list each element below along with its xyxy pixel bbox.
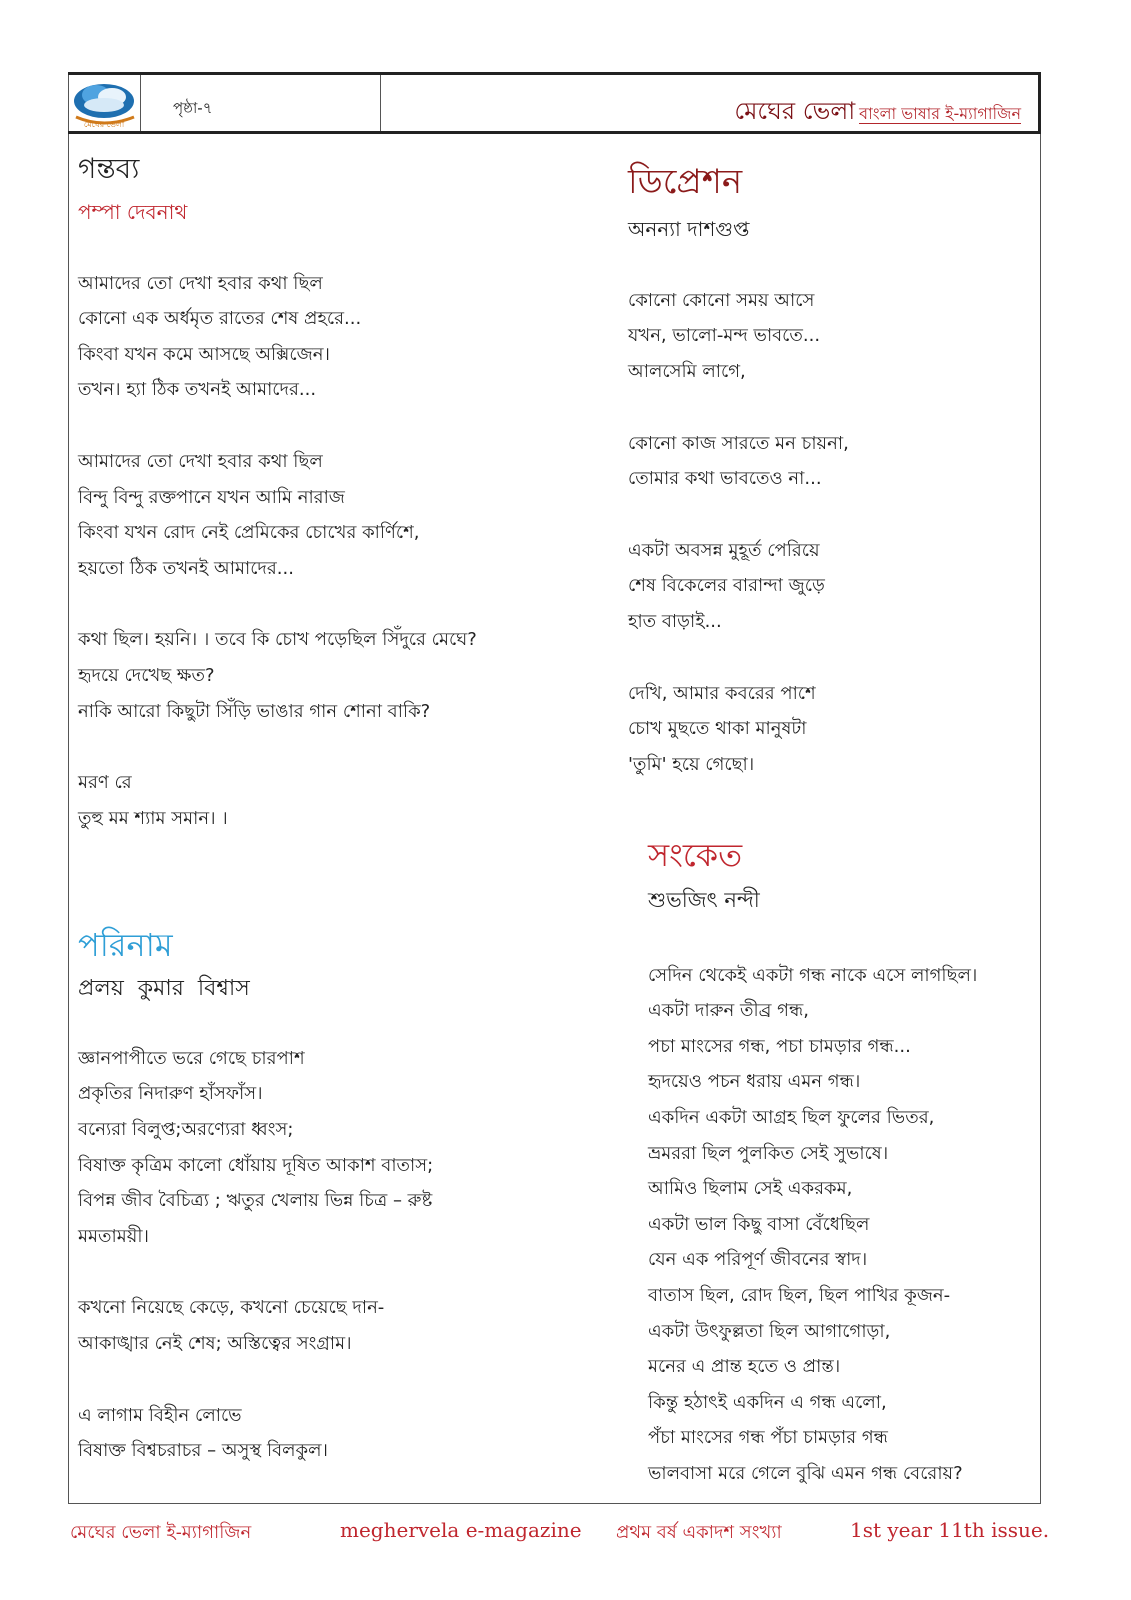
poem-line: বিষাক্ত বিশ্বচরাচর – অসুস্থ বিলকুল। bbox=[78, 1440, 328, 1462]
magazine-subtitle: বাংলা ভাষার ই-ম্যাগাজিন bbox=[859, 104, 1021, 123]
poem-line: কোনো কোনো সময় আসে bbox=[628, 289, 815, 311]
poem-line: ভালবাসা মরে গেলে বুঝি এমন গন্ধ বেরোয়? bbox=[648, 1462, 963, 1484]
poem-author: অনন্যা দাশগুপ্ত bbox=[628, 216, 750, 241]
stanza-gap bbox=[78, 1362, 568, 1398]
poem-line: বাতাস ছিল, রোদ ছিল, ছিল পাখির কূজন- bbox=[648, 1284, 951, 1306]
poem-line: কোনো কাজ সারতে মন চায়না, bbox=[628, 432, 849, 454]
poem-line: বন্যেরা বিলুপ্ত;অরণ্যেরা ধ্বংস; bbox=[78, 1118, 294, 1140]
poem-line: নাকি আরো কিছুটা সিঁড়ি ভাঙার গান শোনা বাকি? bbox=[78, 700, 431, 722]
poem-line: তোমার কথা ভাবতেও না... bbox=[628, 468, 822, 490]
stanza-gap bbox=[78, 586, 568, 622]
stanza-gap bbox=[78, 1254, 568, 1290]
stanza-gap bbox=[628, 390, 1048, 426]
poem-author: শুভজিৎ নন্দী bbox=[648, 888, 760, 913]
poem-body bbox=[78, 266, 568, 837]
poem-line: তখন। হ্যা ঠিক তখনই আমাদের... bbox=[78, 379, 317, 401]
poem-line: একটা অবসন্ন মুহূর্ত পেরিয়ে bbox=[628, 539, 820, 561]
poem-author: প্রলয় কুমার বিশ্বাস bbox=[78, 976, 250, 1002]
magazine-logo bbox=[68, 75, 141, 131]
poem-songket bbox=[648, 836, 1068, 1491]
poem-depression bbox=[628, 162, 1048, 782]
poem-line: একটা দারুন তীব্র গন্ধ, bbox=[648, 1000, 809, 1022]
poem-gontobyo bbox=[78, 152, 568, 836]
poem-line: হয়তো ঠিক তখনই আমাদের... bbox=[78, 557, 294, 579]
poem-line: হাত বাড়াই... bbox=[628, 610, 722, 632]
stanza-gap bbox=[78, 729, 568, 765]
poem-line: যেন এক পরিপূর্ণ জীবনের স্বাদ। bbox=[648, 1249, 868, 1271]
poem-line: আলসেমি লাগে, bbox=[628, 360, 746, 382]
poem-body bbox=[628, 283, 1048, 783]
poem-line: প্রকৃতির নিদারুণ হাঁসফাঁস। bbox=[78, 1083, 263, 1105]
poem-line: পচা মাংসের গন্ধ, পচা চামড়ার গন্ধ... bbox=[648, 1035, 911, 1057]
poem-line: একটা উৎফুল্লতা ছিল আগাগোড়া, bbox=[648, 1320, 891, 1342]
poem-line: একটা ভাল কিছু বাসা বেঁধেছিল bbox=[648, 1213, 870, 1235]
poem-line: চোখ মুছতে থাকা মানুষটা bbox=[628, 718, 807, 740]
page-header bbox=[68, 72, 1041, 134]
poem-line: তুহু মম শ্যাম সমান। । bbox=[78, 807, 228, 829]
poem-line: দেখি, আমার কবরের পাশে bbox=[628, 682, 816, 704]
poem-line: সেদিন থেকেই একটা গন্ধ নাকে এসে লাগছিল। bbox=[648, 964, 978, 986]
poem-line: শেষ বিকেলের বারান্দা জুড়ে bbox=[628, 575, 825, 597]
poem-title: সংকেত bbox=[648, 836, 743, 874]
poem-porinam bbox=[78, 926, 568, 1469]
poem-title: ডিপ্রেশন bbox=[628, 162, 743, 202]
poem-title: গন্তব্য bbox=[78, 152, 140, 185]
footer-magazine-en: meghervela e-magazine bbox=[340, 1518, 582, 1542]
poem-line: 'তুমি' হয়ে গেছো। bbox=[628, 753, 755, 775]
page-number: পৃষ্ঠা-৭ bbox=[141, 75, 381, 131]
poem-line: এ লাগাম বিহীন লোভে bbox=[78, 1404, 242, 1426]
poem-line: জ্ঞানপাপীতে ভরে গেছে চারপাশ bbox=[78, 1047, 305, 1069]
poem-body bbox=[648, 958, 1068, 1492]
poem-line: হৃদয়েও পচন ধরায় এমন গন্ধ। bbox=[648, 1071, 861, 1093]
magazine-header-title bbox=[734, 93, 1021, 133]
footer-issue-en: 1st year 11th issue. bbox=[850, 1518, 1050, 1542]
poem-line: যখন, ভালো-মন্দ ভাবতে... bbox=[628, 325, 821, 347]
header-end-bar bbox=[1038, 75, 1041, 131]
poem-line: মরণ রে bbox=[78, 772, 132, 794]
poem-line: আমাদের তো দেখা হবার কথা ছিল bbox=[78, 272, 323, 294]
poem-author: পম্পা দেবনাথ bbox=[78, 199, 188, 224]
poem-line: আমাদের তো দেখা হবার কথা ছিল bbox=[78, 450, 323, 472]
poem-line: কিংবা যখন কমে আসছে অক্সিজেন। bbox=[78, 343, 330, 365]
poem-line: কিংবা যখন রোদ নেই প্রেমিকের চোখের কার্ণিশে, bbox=[78, 522, 420, 544]
stanza-gap bbox=[628, 497, 1048, 533]
cloud-logo-icon bbox=[68, 75, 141, 131]
poem-line: মমতাময়ী। bbox=[78, 1225, 149, 1247]
poem-line: আমিও ছিলাম সেই একরকম, bbox=[648, 1178, 853, 1200]
poem-line: কিন্তু হঠাৎই একদিন এ গন্ধ এলো, bbox=[648, 1391, 887, 1413]
poem-line: আকাঙ্খার নেই শেষ; অস্তিত্বের সংগ্রাম। bbox=[78, 1332, 352, 1354]
poem-line: বিপন্ন জীব বৈচিত্র্য ; ঋতুর খেলায় ভিন্ন চিত্র – রুষ্ট bbox=[78, 1190, 433, 1212]
poem-line: হৃদয়ে দেখেছ ক্ষত? bbox=[78, 664, 215, 686]
poem-line: বিন্দু বিন্দু রক্তপানে যখন আমি নারাজ bbox=[78, 486, 345, 508]
page-footer bbox=[68, 1512, 1050, 1552]
stanza-gap bbox=[78, 408, 568, 444]
poem-line: কোনো এক অর্ধমৃত রাতের শেষ প্রহরে... bbox=[78, 308, 362, 330]
poem-title: পরিনাম bbox=[78, 926, 173, 964]
footer-magazine-bn: মেঘের ভেলা ই-ম্যাগাজিন bbox=[70, 1522, 252, 1543]
magazine-title: মেঘের ভেলা bbox=[734, 97, 856, 125]
footer-issue-bn: প্রথম বর্ষ একাদশ সংখ্যা bbox=[616, 1522, 782, 1543]
poem-line: কথা ছিল। হয়নি। । তবে কি চোখ পড়েছিল সিঁদুরে মেঘে? bbox=[78, 629, 477, 651]
poem-line: ভ্রমররা ছিল পুলকিত সেই সুভাষে। bbox=[648, 1142, 889, 1164]
poem-line: পঁচা মাংসের গন্ধ পঁচা চামড়ার গন্ধ bbox=[648, 1427, 888, 1449]
logo-text: মেঘের ভেলা bbox=[83, 120, 125, 129]
poem-body bbox=[78, 1041, 568, 1469]
poem-line: একদিন একটা আগ্রহ ছিল ফুলের ভিতর, bbox=[648, 1106, 935, 1128]
poem-line: কখনো নিয়েছে কেড়ে, কখনো চেয়েছে দান- bbox=[78, 1297, 385, 1319]
poem-line: বিষাক্ত কৃত্রিম কালো ধোঁয়ায় দূষিত আকাশ বাতাস; bbox=[78, 1154, 434, 1176]
poem-line: মনের এ প্রান্ত হতে ও প্রান্ত। bbox=[648, 1356, 841, 1378]
stanza-gap bbox=[628, 640, 1048, 676]
